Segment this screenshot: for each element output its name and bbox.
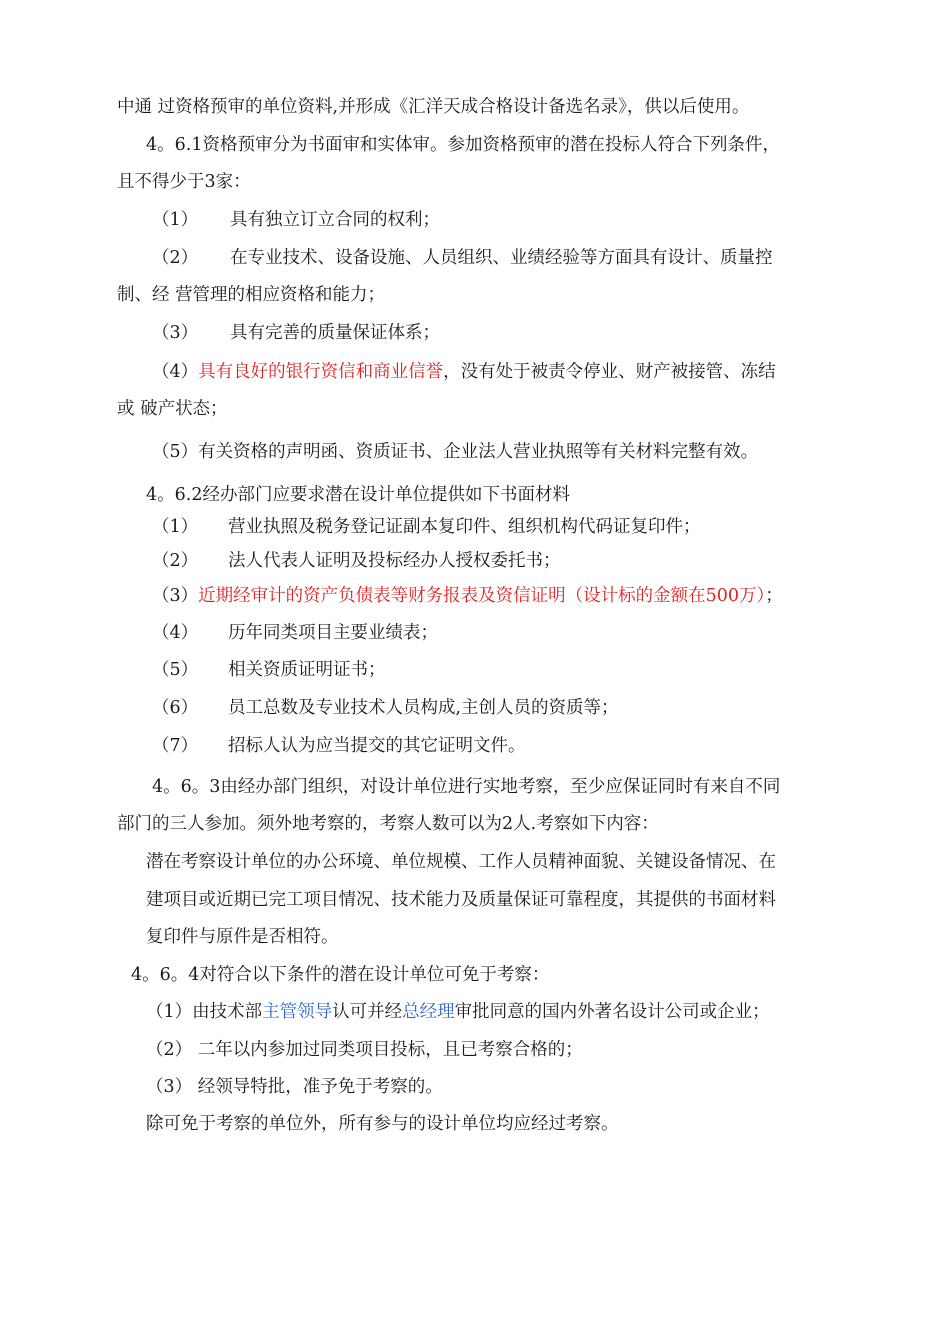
- section-heading-4-6-3: [152, 775, 780, 799]
- condition-item-1: [152, 208, 440, 232]
- item-number: （1）: [152, 210, 199, 230]
- exemption-item-1: [146, 1000, 770, 1024]
- item-number: （4）: [152, 362, 199, 382]
- condition-item-2-continued: [117, 283, 385, 307]
- item-text: 法人代表人证明及投标经办人授权委托书；: [228, 551, 561, 571]
- item-text: 认可并经: [332, 1002, 403, 1022]
- item-text: 审批同意的国内外著名设计公司或企业；: [454, 1002, 770, 1022]
- paragraph-line: [146, 850, 776, 874]
- item-number: （2）: [152, 551, 199, 571]
- text: 复印件与原件是否相符。: [146, 927, 339, 947]
- item-text: 制、经 营管理的相应资格和能力；: [117, 285, 386, 305]
- paragraph-line: [117, 170, 251, 194]
- material-item-7: [152, 734, 526, 758]
- paragraph-line: [117, 812, 659, 836]
- condition-item-4-continued: [117, 397, 228, 421]
- condition-item-2: [152, 246, 773, 270]
- text: 4。6.1资格预审分为书面审和实体审。参加资格预审的潜在投标人符合下列条件，: [146, 135, 780, 155]
- exemption-item-2: [146, 1038, 583, 1062]
- text: 4。6.2经办部门应要求潜在设计单位提供如下书面材料: [146, 485, 570, 505]
- item-text: （3） 经领导特批，准予免于考察的。: [146, 1077, 443, 1097]
- item-text: （1）由技术部: [146, 1002, 263, 1022]
- item-text: 在专业技术、设备设施、人员组织、业绩经验等方面具有设计、质量控: [230, 248, 773, 268]
- item-number: （4）: [152, 623, 199, 643]
- highlighted-text: 总经理: [402, 1002, 455, 1022]
- item-text: （5）有关资格的声明函、资质证书、企业法人营业执照等有关材料完整有效。: [152, 442, 759, 462]
- item-text: 相关资质证明证书；: [228, 660, 386, 680]
- item-number: （7）: [152, 736, 199, 756]
- paragraph-line: [117, 95, 749, 119]
- material-item-3: [152, 584, 783, 608]
- item-number: （2）: [152, 248, 199, 268]
- item-number: （6）: [152, 698, 199, 718]
- section-heading-4-6-2: [146, 483, 570, 507]
- item-text: 招标人认为应当提交的其它证明文件。: [228, 736, 526, 756]
- material-item-5: [152, 658, 386, 682]
- text: 建项目或近期已完工项目情况、技术能力及质量保证可靠程度，其提供的书面材料: [146, 890, 776, 910]
- item-number: （3）: [152, 323, 199, 343]
- item-text: 具有独立订立合同的权利；: [230, 210, 440, 230]
- text: 部门的三人参加。须外地考察的，考察人数可以为2人.考察如下内容：: [117, 814, 659, 834]
- paragraph-line: [146, 925, 339, 949]
- item-number: （5）: [152, 660, 199, 680]
- item-text: 员工总数及专业技术人员构成,主创人员的资质等；: [228, 698, 619, 718]
- item-number: （1）: [152, 517, 199, 537]
- material-item-2: [152, 549, 561, 573]
- condition-item-4: [152, 360, 776, 384]
- text: 4。6。3由经办部门组织，对设计单位进行实地考察，至少应保证同时有来自不同: [152, 777, 781, 797]
- item-text: 营业执照及税务登记证副本复印件、组织机构代码证复印件；: [228, 517, 701, 537]
- text: 4。6。4对符合以下条件的潜在设计单位可免于考察：: [131, 965, 550, 985]
- item-text: 历年同类项目主要业绩表；: [228, 623, 438, 643]
- paragraph-line: [146, 1112, 619, 1136]
- material-item-1: [152, 515, 701, 539]
- paragraph-line: [146, 888, 776, 912]
- highlighted-text: 具有良好的银行资信和商业信誉: [198, 362, 444, 382]
- section-heading-4-6-1: [146, 133, 780, 157]
- text: 且不得少于3家：: [117, 172, 251, 192]
- highlighted-text: 主管领导: [262, 1002, 333, 1022]
- condition-item-5: [152, 440, 758, 464]
- exemption-item-3: [146, 1075, 443, 1099]
- item-number: （3）: [152, 586, 199, 606]
- item-text: 或 破产状态；: [117, 399, 228, 419]
- text: 除可免于考察的单位外，所有参与的设计单位均应经过考察。: [146, 1114, 619, 1134]
- material-item-4: [152, 621, 438, 645]
- material-item-6: [152, 696, 619, 720]
- item-text: 具有完善的质量保证体系；: [230, 323, 440, 343]
- condition-item-3: [152, 321, 440, 345]
- text: 潜在考察设计单位的办公环境、单位规模、工作人员精神面貌、关键设备情况、在: [146, 852, 776, 872]
- text: 中通 过资格预审的单位资料,并形成《汇洋天成合格设计备选名录》，供以后使用。: [117, 97, 750, 117]
- item-text: （2） 二年以内参加过同类项目投标，且已考察合格的；: [146, 1040, 583, 1060]
- item-text: ，没有处于被责令停业、财产被接管、冻结: [443, 362, 776, 382]
- highlighted-text: 近期经审计的资产负债表等财务报表及资信证明（设计标的金额在500万）: [198, 586, 766, 606]
- section-heading-4-6-4: [131, 963, 549, 987]
- item-text: ；: [765, 586, 783, 606]
